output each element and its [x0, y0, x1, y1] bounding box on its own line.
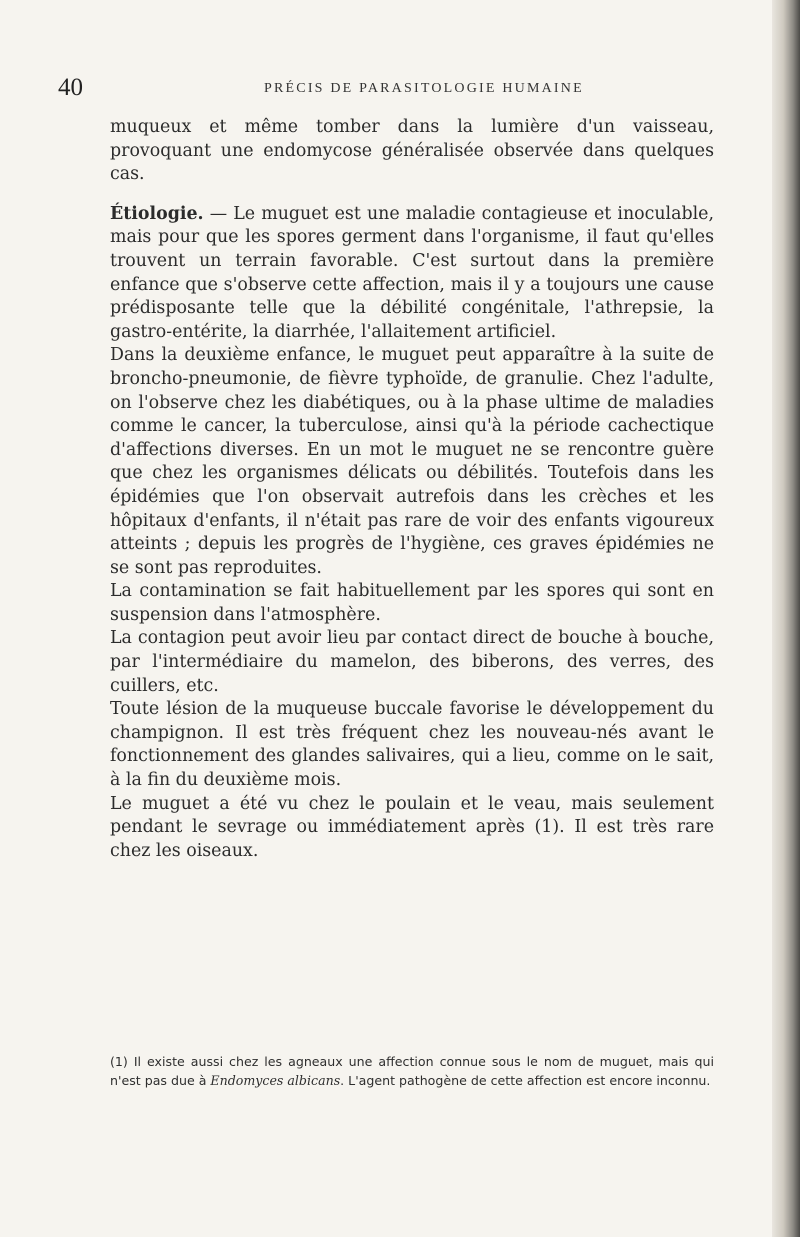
paragraph-animaux: Le muguet a été vu chez le poulain et le veau, mais seulement pendant le sevrage ou immédiatement après (1). Il est très rare chez les oiseaux. — [110, 793, 714, 861]
footnote-text-start: (1) Il existe aussi chez les agneaux une affection connue sous le nom de muguet, mais qui n'est pas due à — [110, 1054, 714, 1088]
paragraph-deuxieme-enfance: Dans la deuxième enfance, le muguet peut apparaître à la suite de broncho-pneumonie, de fièvre typhoïde, de granulie. Chez l'adulte, on l'observe chez les diabétiques, ou à la phase ultime de maladies comme le cancer, la tuberculose, ainsi qu'à la période cachectique d'affections diverses. En un mot le muguet ne se rencontre guère que chez les organismes délicats ou débilités. Toutefois dans les épidémies que l'on observait autrefois dans les crèches et les hôpitaux d'enfants, il n'était pas rare de voir des enfants vigoureux atteints ; depuis les progrès de l'hygiène, ces graves épidémies ne se sont pas reproduites. — [110, 345, 714, 578]
page-number: 40 — [58, 74, 83, 101]
footnote-text-end: . L'agent pathogène de cette affection est encore inconnu. — [340, 1073, 711, 1088]
footnote-species-name: Endomyces albicans — [210, 1073, 341, 1088]
section-gap — [110, 187, 714, 203]
page-edge-shadow — [772, 0, 800, 1237]
paragraph-lesion: Toute lésion de la muqueuse buccale favorise le développement du champignon. Il est très fréquent chez les nouveau-nés avant le fonctionnement des glandes salivaires, qui a lieu, comme on le sait, à la fin du deuxième mois. — [110, 699, 714, 791]
footnote — [110, 1052, 714, 1090]
paragraph-continuation: muqueux et même tomber dans la lumière d'un vaisseau, provoquant une endomycose généralisée observée dans quelques cas. — [110, 117, 714, 185]
paragraph-etiologie-text: — Le muguet est une maladie contagieuse et inoculable, mais pour que les spores germent dans l'organisme, il faut qu'elles trouvent un terrain favorable. C'est surtout dans la première enfance que s'observe cette affection, mais il y a toujours une cause prédisposante telle que la débilité congénitale, l'athrepsie, la gastro-entérite, la diarrhée, l'allaitement artificiel. — [110, 203, 714, 342]
paragraph-contagion: La contagion peut avoir lieu par contact direct de bouche à bouche, par l'intermédiaire du mamelon, des biberons, des verres, des cuillers, etc. — [110, 628, 714, 696]
paragraph-contamination: La contamination se fait habituellement par les spores qui sont en suspension dans l'atmosphère. — [110, 581, 714, 625]
body-text — [110, 116, 714, 863]
paragraph-etiologie — [110, 203, 714, 345]
section-heading: Étiologie. — [110, 203, 204, 224]
running-title: PRÉCIS DE PARASITOLOGIE HUMAINE — [264, 81, 584, 96]
page-header — [58, 74, 718, 104]
